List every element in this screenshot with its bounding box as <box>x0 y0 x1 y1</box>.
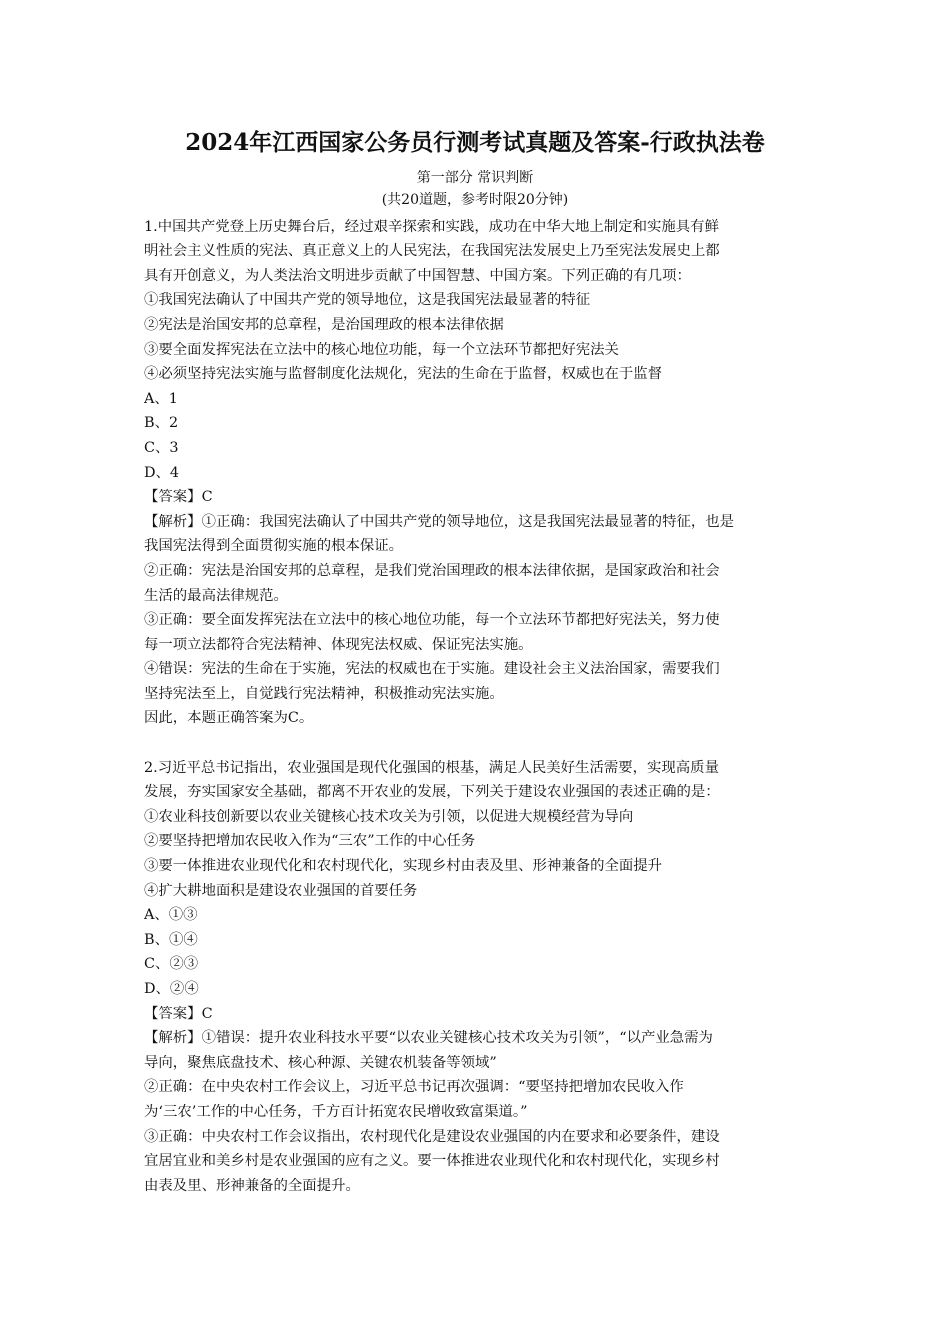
analysis-line: 导向，聚焦底盘技术、核心种源、关键农机装备等领域” <box>144 1054 497 1071</box>
analysis-line: 坚持宪法至上，自觉践行宪法精神，积极推动宪法实施。 <box>144 685 504 702</box>
option-a: A、1 <box>144 390 178 407</box>
analysis <box>144 1026 814 1198</box>
analysis-line: ②正确：在中央农村工作会议上，习近平总书记再次强调：“要坚持把增加农民收入作 <box>144 1079 684 1096</box>
stem-line: ②宪法是治国安邦的总章程，是治国理政的根本法律依据 <box>144 316 504 333</box>
question-options <box>144 903 814 1001</box>
analysis-line: ④错误：宪法的生命在于实施，宪法的权威也在于实施。建设社会主义法治国家，需要我们 <box>144 661 720 678</box>
analysis-line: 生活的最高法律规范。 <box>144 587 288 604</box>
analysis-line: 【解析】①错误：提升农业科技水平要“以农业关键核心技术攻关为引领”，“以产业急需为 <box>144 1030 713 1047</box>
document-title: 2024年江西国家公务员行测考试真题及答案-行政执法卷 <box>185 129 765 156</box>
option-a: A、①③ <box>144 907 198 924</box>
question-1 <box>144 215 814 731</box>
question-stem <box>144 215 814 387</box>
stem-line: ①我国宪法确认了中国共产党的领导地位，这是我国宪法最显著的特征 <box>144 292 591 309</box>
stem-line: 2.习近平总书记指出，农业强国是现代化强国的根基，满足人民美好生活需要，实现高质量 <box>144 759 719 776</box>
option-d: D、4 <box>144 464 180 481</box>
analysis-line: 每一项立法都符合宪法精神、体现宪法权威、保证宪法实施。 <box>144 636 533 653</box>
analysis-line: ③正确：要全面发挥宪法在立法中的核心地位功能，每一个立法环节都把好宪法关，努力使 <box>144 612 720 629</box>
stem-line: ①农业科技创新要以农业关键核心技术攻关为引领，以促进大规模经营为导向 <box>144 808 634 825</box>
stem-line: ③要一体推进农业现代化和农村现代化，实现乡村由表及里、形神兼备的全面提升 <box>144 858 663 875</box>
analysis <box>144 510 814 731</box>
answer-line: 【答案】C <box>144 1005 213 1022</box>
option-c: C、3 <box>144 439 179 456</box>
analysis-line: 我国宪法得到全面贯彻实施的根本保证。 <box>144 538 404 555</box>
analysis-line: 由表及里、形神兼备的全面提升。 <box>144 1177 360 1194</box>
stem-line: 发展，夯实国家安全基础，都离不开农业的发展，下列关于建设农业强国的表述正确的是： <box>144 784 720 801</box>
stem-line: ④扩大耕地面积是建设农业强国的首要任务 <box>144 882 418 899</box>
analysis-line: ②正确：宪法是治国安邦的总章程，是我们党治国理政的根本法律依据，是国家政治和社会 <box>144 562 720 579</box>
question-options <box>144 387 814 485</box>
stem-line: ③要全面发挥宪法在立法中的核心地位功能，每一个立法环节都把好宪法关 <box>144 341 619 358</box>
stem-line: 具有开创意义，为人类法治文明进步贡献了中国智慧、中国方案。下列正确的有几项： <box>144 267 691 284</box>
stem-line: 1.中国共产党登上历史舞台后，经过艰辛探索和实践，成功在中华大地上制定和实施具有鲜 <box>144 218 719 235</box>
document-body <box>144 190 814 1198</box>
stem-line: ④必须坚持宪法实施与监督制度化法规化，宪法的生命在于监督，权威也在于监督 <box>144 366 663 383</box>
option-b: B、①④ <box>144 931 198 948</box>
section-heading: 第一部分 常识判断 <box>416 170 534 186</box>
answer-line: 【答案】C <box>144 489 213 506</box>
option-d: D、②④ <box>144 981 199 997</box>
option-b: B、2 <box>144 415 179 432</box>
question-stem <box>144 756 814 904</box>
option-c: C、②③ <box>144 956 199 973</box>
stem-line: ②要坚持把增加农民收入作为“三农”工作的中心任务 <box>144 833 476 850</box>
analysis-line: ③正确：中央农村工作会议指出，农村现代化是建设农业强国的内在要求和必要条件，建设 <box>144 1128 720 1145</box>
section-note: (共20道题，参考时限20分钟) <box>381 192 569 208</box>
analysis-line: 【解析】①正确：我国宪法确认了中国共产党的领导地位，这是我国宪法最显著的特征，也是 <box>144 513 735 530</box>
question-2 <box>144 756 814 1199</box>
analysis-line: 因此，本题正确答案为C。 <box>144 710 314 727</box>
stem-line: 明社会主义性质的宪法、真正意义上的人民宪法，在我国宪法发展史上乃至宪法发展史上都 <box>144 243 720 260</box>
analysis-line: 宜居宜业和美乡村是农业强国的应有之义。要一体推进农业现代化和农村现代化，实现乡村 <box>144 1153 720 1170</box>
analysis-line: 为‘三农’工作的中心任务，千方百计拓宽农民增收致富渠道。” <box>144 1103 528 1120</box>
